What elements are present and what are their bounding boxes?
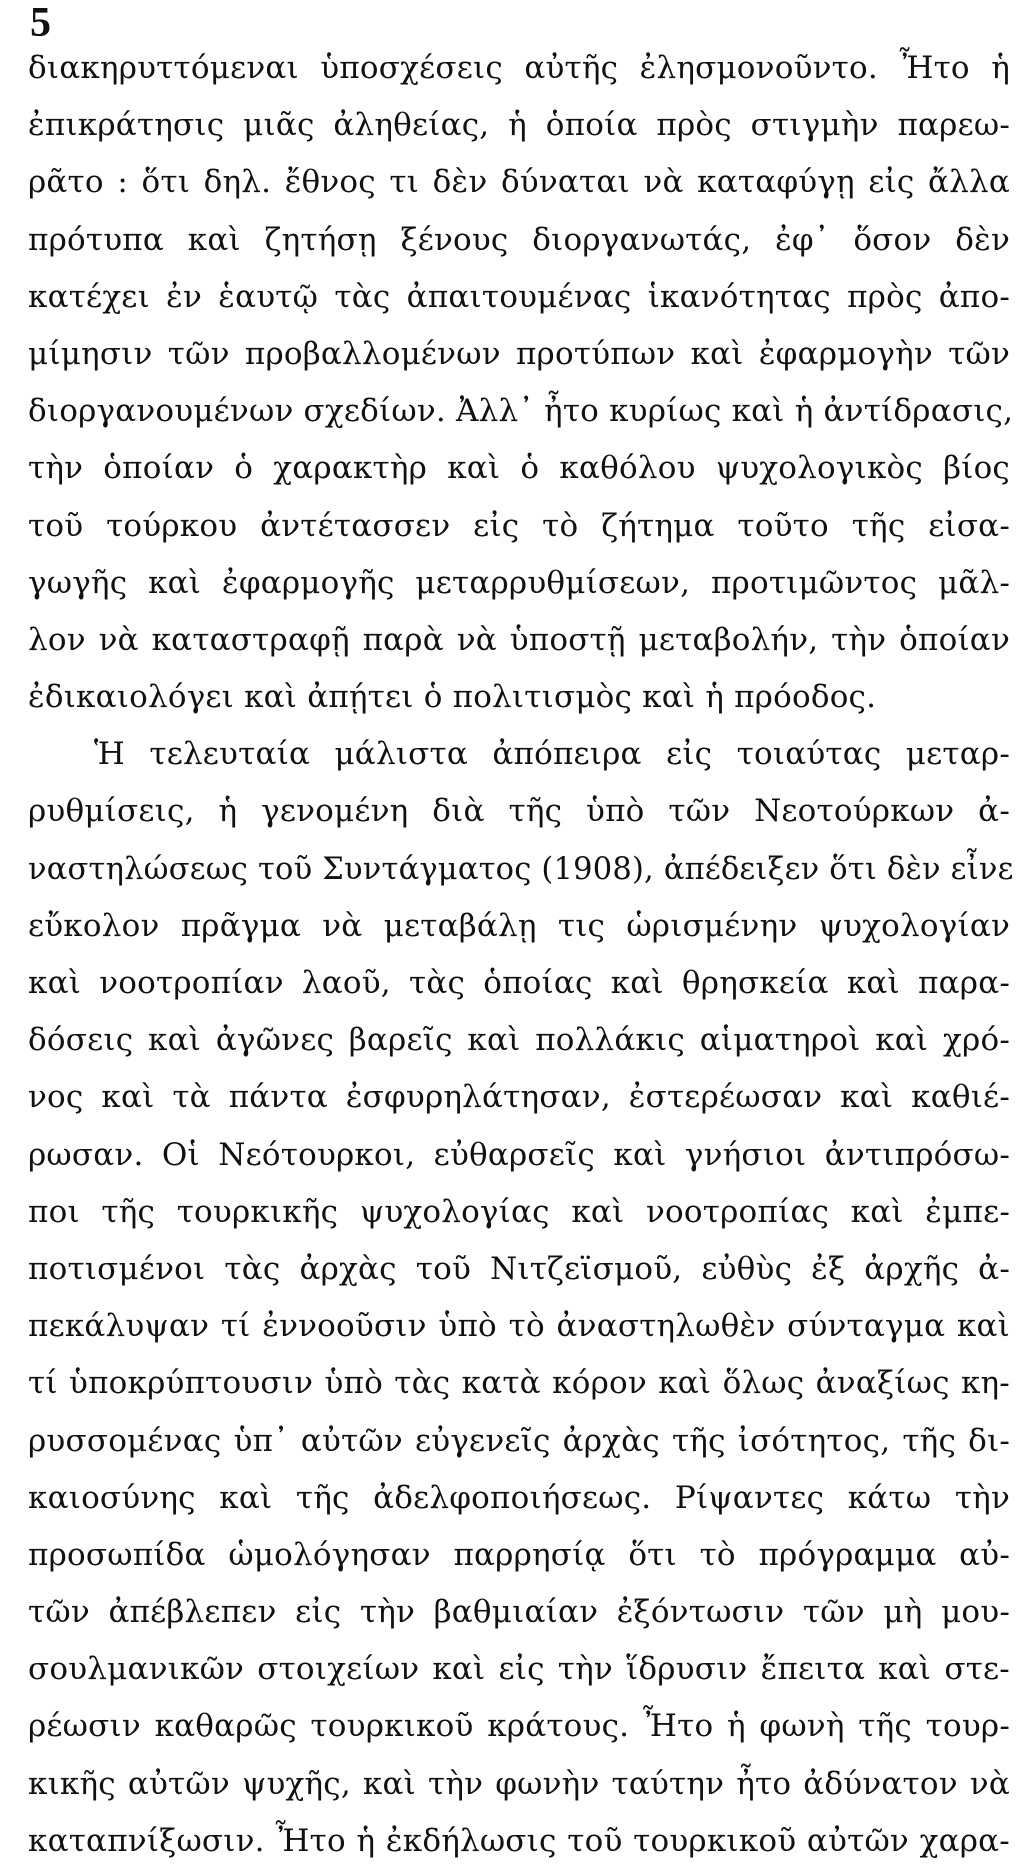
body-text <box>28 40 1014 1870</box>
text-line: εὔκολον πρᾶγμα νὰ μεταβάλῃ τις ὡρισμένην ψυχολογίαν <box>28 907 1010 944</box>
text-line: ναστηλώσεως τοῦ Συντάγματος (1908), ἀπέδειξεν ὅτι δὲν εἶνε <box>28 851 1014 887</box>
text-line: ρωσαν. Οἱ Νεότουρκοι, εὐθαρσεῖς καὶ γνήσιοι ἀντιπρόσω- <box>28 1136 1010 1173</box>
text-line: λον νὰ καταστραφῇ παρὰ νὰ ὑποστῇ μεταβολήν, τὴν ὁποίαν <box>28 621 1010 658</box>
paragraph-start-line: Ἡ τελευταία μάλιστα ἀπόπειρα εἰς τοιαύτας μεταρ- <box>94 736 1010 773</box>
page-number: 5 <box>30 0 51 46</box>
text-line: τί ὑποκρύπτουσιν ὑπὸ τὰς κατὰ κόρον καὶ ὅλως ἀναξίως κη- <box>28 1365 1010 1402</box>
text-line: ἐπικράτησις μιᾶς ἀληθείας, ἡ ὁποία πρὸς στιγμὴν παρεω- <box>28 107 1010 144</box>
text-line: τοῦ τούρκου ἀντέτασσεν εἰς τὸ ζήτημα τοῦτο τῆς εἰσα- <box>28 507 1010 544</box>
text-line: ρυσσομένας ὑπ᾽ αὐτῶν εὐγενεῖς ἀρχὰς τῆς ἰσότητος, τῆς δι- <box>28 1422 1010 1459</box>
text-line: προσωπίδα ὡμολόγησαν παρρησίᾳ ὅτι τὸ πρόγραμμα αὐ- <box>28 1536 1010 1573</box>
text-line: κατέχει ἐν ἑαυτῷ τὰς ἀπαιτουμένας ἱκανότητας πρὸς ἀπο- <box>28 278 1010 315</box>
text-line: διακηρυττόμεναι ὑποσχέσεις αὐτῆς ἐλησμονοῦντο. Ἦτο ἡ <box>28 50 1010 86</box>
text-line: τῶν ἀπέβλεπεν εἰς τὴν βαθμιαίαν ἐξόντωσιν τῶν μὴ μου- <box>28 1594 1010 1631</box>
text-line: πρότυπα καὶ ζητήσῃ ξένους διοργανωτάς, ἐφ᾽ ὅσον δὲν <box>28 221 1010 258</box>
text-line: τὴν ὁποίαν ὁ χαρακτὴρ καὶ ὁ καθόλου ψυχολογικὸς βίος <box>28 450 1010 487</box>
text-line: πεκάλυψαν τί ἐννοοῦσιν ὑπὸ τὸ ἀναστηλωθὲν σύνταγμα καὶ <box>28 1308 1010 1345</box>
text-line: νος καὶ τὰ πάντα ἐσφυρηλάτησαν, ἐστερέωσαν καὶ καθιέ- <box>28 1079 1010 1116</box>
paragraph-end-line: ἐδικαιολόγει καὶ ἀπῄτει ὁ πολιτισμὸς καὶ ἡ πρόοδος. <box>28 679 877 716</box>
text-line: καταπνίξωσιν. Ἦτο ἡ ἐκδήλωσις τοῦ τουρκικοῦ αὐτῶν χαρα- <box>28 1822 1010 1859</box>
text-line: ρυθμίσεις, ἡ γενομένη διὰ τῆς ὑπὸ τῶν Νεοτούρκων ἀ- <box>28 793 1010 830</box>
text-line: καὶ νοοτροπίαν λαοῦ, τὰς ὁποίας καὶ θρησκεία καὶ παρα- <box>28 965 1010 1001</box>
text-line: γωγῆς καὶ ἐφαρμογῆς μεταρρυθμίσεων, προτιμῶντος μᾶλ- <box>28 564 1010 601</box>
text-line: ρέωσιν καθαρῶς τουρκικοῦ κράτους. Ἦτο ἡ φωνὴ τῆς τουρ- <box>28 1708 1010 1745</box>
text-line: ρᾶτο : ὅτι δηλ. ἔθνος τι δὲν δύναται νὰ καταφύγῃ εἰς ἄλλα <box>28 164 1010 201</box>
text-line: δόσεις καὶ ἀγῶνες βαρεῖς καὶ πολλάκις αἱματηροὶ καὶ χρό- <box>28 1022 1010 1059</box>
text-line: ποτισμένοι τὰς ἀρχὰς τοῦ Νιτζεϊσμοῦ, εὐθὺς ἐξ ἀρχῆς ἀ- <box>28 1250 1010 1287</box>
text-line: διοργανουμένων σχεδίων. Ἀλλ᾽ ἦτο κυρίως καὶ ἡ ἀντίδρασις, <box>28 393 1014 430</box>
text-line: κικῆς αὐτῶν ψυχῆς, καὶ τὴν φωνὴν ταύτην ἦτο ἀδύνατον νὰ <box>28 1765 1010 1802</box>
text-line: σουλμανικῶν στοιχείων καὶ εἰς τὴν ἵδρυσιν ἔπειτα καὶ στε- <box>28 1651 1010 1688</box>
text-line: ποι τῆς τουρκικῆς ψυχολογίας καὶ νοοτροπίας καὶ ἐμπε- <box>28 1193 1010 1230</box>
text-line: καιοσύνης καὶ τῆς ἀδελφοποιήσεως. Ρίψαντες κάτω τὴν <box>28 1479 1010 1516</box>
text-line: μίμησιν τῶν προβαλλομένων προτύπων καὶ ἐφαρμογὴν τῶν <box>28 335 1010 372</box>
